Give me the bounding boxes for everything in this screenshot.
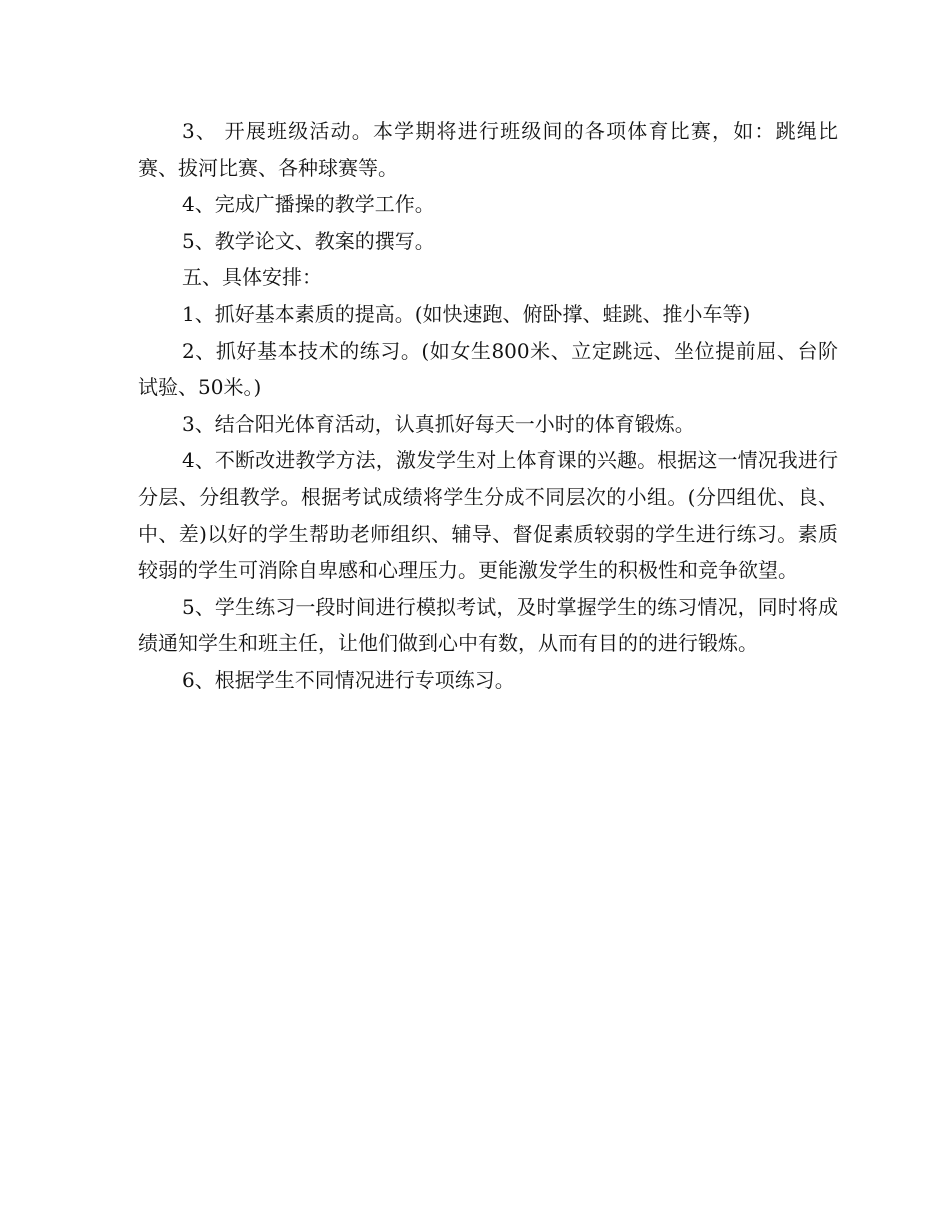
paragraph-basic-technique: 2、抓好基本技术的练习。(如女生800米、立定跳远、坐位提前屈、台阶试验、50米。) [138,338,838,400]
paragraph-teaching-method: 4、不断改进教学方法，激发学生对上体育课的兴趣。根据这一情况我进行分层、分组教学。根据考试成绩将学生分成不同层次的小组。(分四组优、良、中、差)以好的学生帮助老师组织、辅导、督促素质较弱的学生进行练习。素质较弱的学生可消除自卑感和心理压力。更能激发学生的积极性和竞争欲望。 [138,448,838,583]
paragraph-mock-exam: 5、学生练习一段时间进行模拟考试，及时掌握学生的练习情况，同时将成绩通知学生和班主任，让他们做到心中有数，从而有目的的进行锻炼。 [138,594,838,656]
paragraph-papers: 5、教学论文、教案的撰写。 [182,228,435,253]
paragraph-sunshine-sports: 3、结合阳光体育活动，认真抓好每天一小时的体育锻炼。 [182,411,695,436]
paragraph-special-practice: 6、根据学生不同情况进行专项练习。 [182,667,515,692]
section-heading-arrangement: 五、具体安排： [182,265,322,290]
paragraph-basic-quality: 1、抓好基本素质的提高。(如快速跑、俯卧撑、蛙跳、推小车等) [182,301,751,326]
paragraph-broadcast-exercise: 4、完成广播操的教学工作。 [182,192,435,217]
paragraph-activities: 3、 开展班级活动。本学期将进行班级间的各项体育比赛，如：跳绳比赛、拔河比赛、各种球赛等。 [138,119,838,180]
document-body [138,113,838,699]
